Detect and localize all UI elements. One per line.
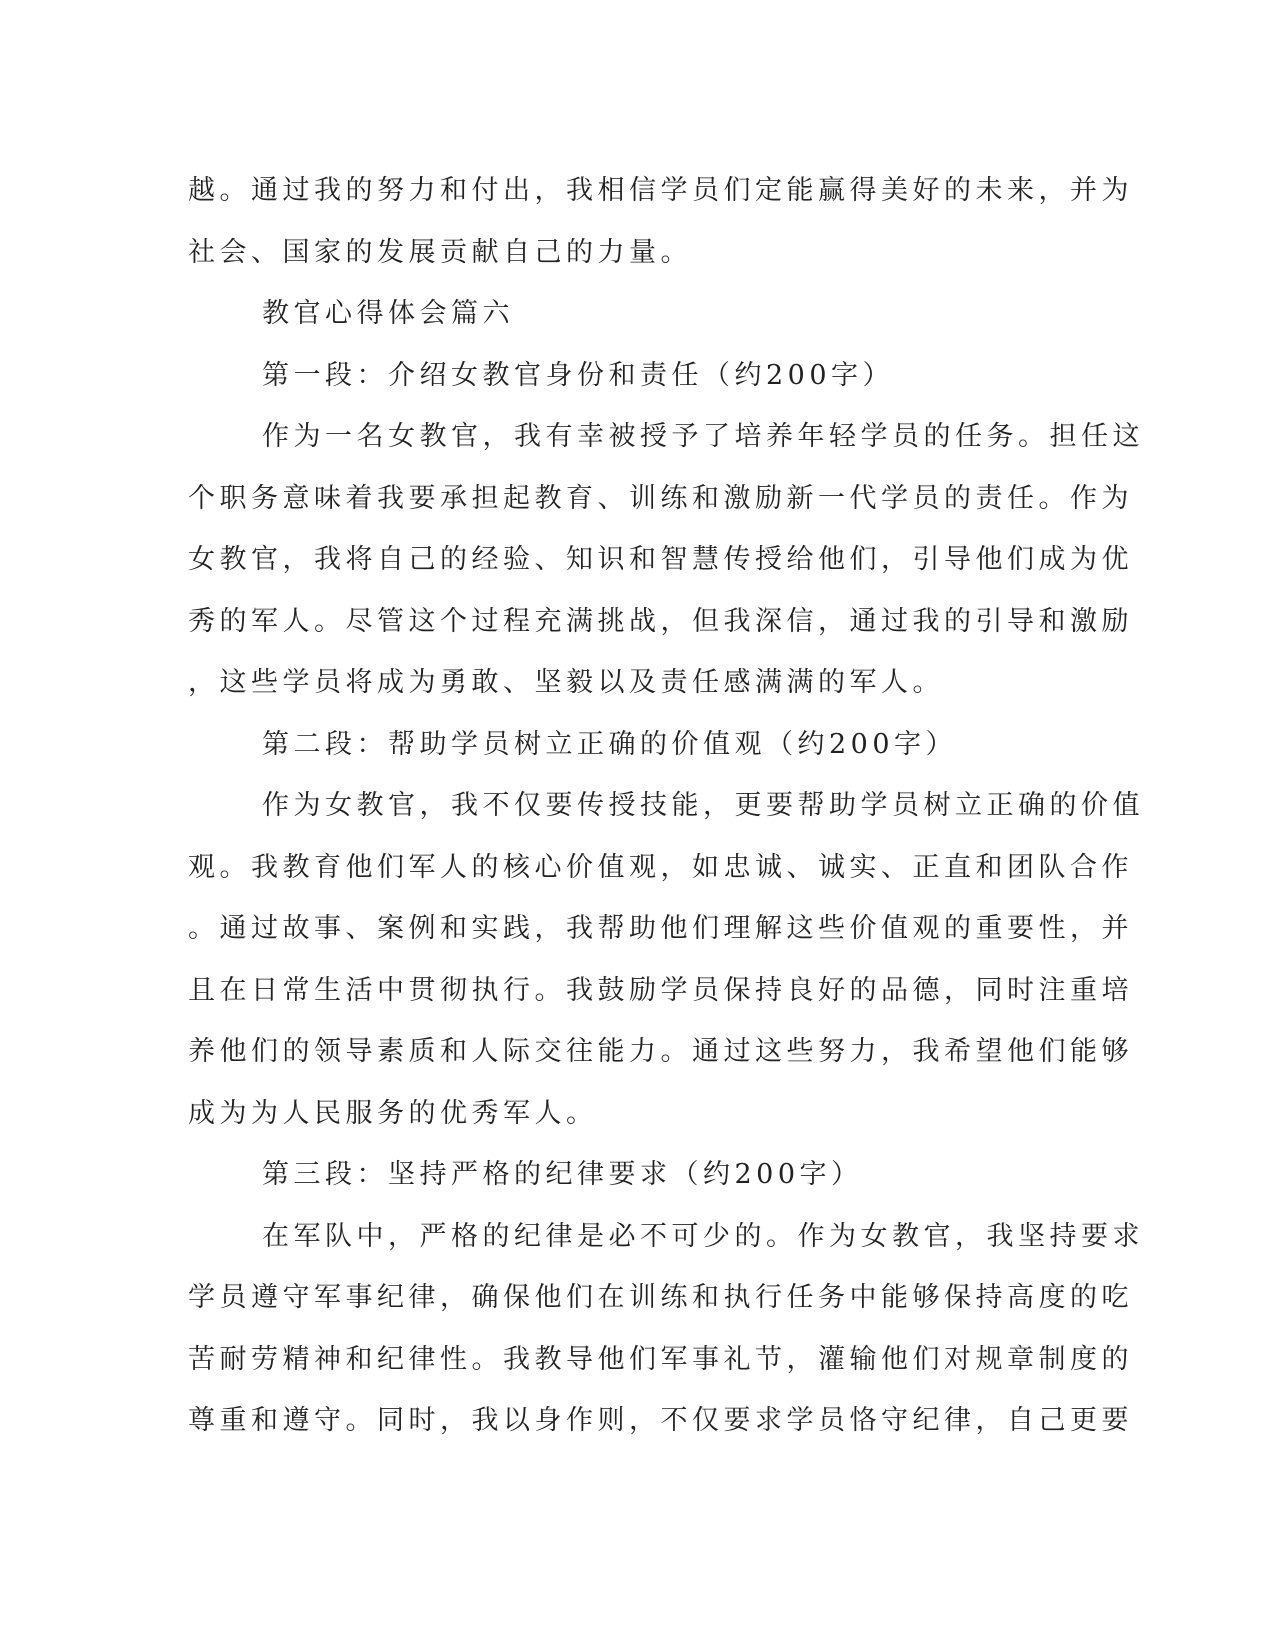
text-line: 作为女教官，我不仅要传授技能，更要帮助学员树立正确的价值 (262, 790, 1144, 821)
text-line: 女教官，我将自己的经验、知识和智慧传授给他们，引导他们成为优 (188, 544, 1133, 575)
paragraph-heading: 第一段：介绍女教官身份和责任（约200字） (262, 359, 895, 391)
text-line: 越。通过我的努力和付出，我相信学员们定能赢得美好的未来，并为 (188, 175, 1133, 206)
text-line: 尊重和遵守。同时，我以身作则，不仅要求学员恪守纪律，自己更要 (188, 1405, 1133, 1436)
text-line: 观。我教育他们军人的核心价值观，如忠诚、诚实、正直和团队合作 (188, 851, 1133, 883)
text-line: 秀的军人。尽管这个过程充满挑战，但我深信，通过我的引导和激励 (188, 605, 1133, 637)
section-title: 教官心得体会篇六 (262, 298, 514, 329)
paragraph-heading: 第二段：帮助学员树立正确的价值观（约200字） (262, 728, 958, 760)
text-line: 社会、国家的发展贡献自己的力量。 (188, 236, 692, 268)
text-line: 在军队中，严格的纪律是必不可少的。作为女教官，我坚持要求 (262, 1220, 1144, 1252)
text-line: 养他们的领导素质和人际交往能力。通过这些努力，我希望他们能够 (188, 1036, 1133, 1067)
text-line: 学员遵守军事纪律，确保他们在训练和执行任务中能够保持高度的吃 (188, 1282, 1133, 1313)
text-line: 作为一名女教官，我有幸被授予了培养年轻学员的任务。担任这 (262, 421, 1144, 452)
text-line: 苦耐劳精神和纪律性。我教导他们军事礼节，灌输他们对规章制度的 (188, 1343, 1133, 1375)
text-line: 。通过故事、案例和实践，我帮助他们理解这些价值观的重要性，并 (188, 913, 1133, 944)
text-line: 成为为人民服务的优秀军人。 (188, 1097, 598, 1129)
document-body (188, 160, 1144, 1452)
text-line: 且在日常生活中贯彻执行。我鼓励学员保持良好的品德，同时注重培 (188, 974, 1133, 1006)
text-line: 个职务意味着我要承担起教育、训练和激励新一代学员的责任。作为 (188, 482, 1133, 514)
text-line: ，这些学员将成为勇敢、坚毅以及责任感满满的军人。 (188, 667, 944, 698)
paragraph-heading: 第三段：坚持严格的纪律要求（约200字） (262, 1159, 863, 1190)
